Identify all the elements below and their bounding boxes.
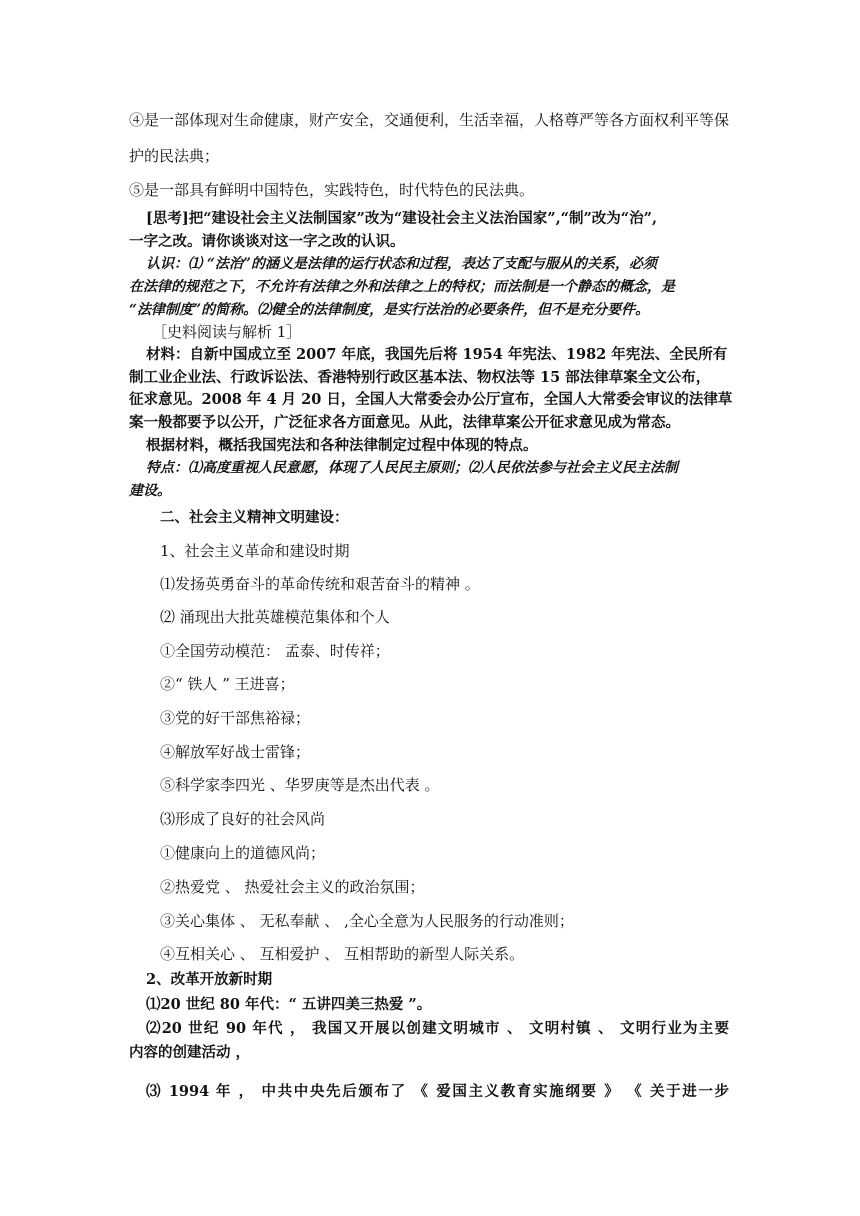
subsection-title: 1、社会主义革命和建设时期 — [160, 542, 350, 560]
list-item: ④解放军好战士雷锋； — [160, 743, 311, 761]
subsection-title: 2、改革开放新时期 — [146, 971, 273, 988]
answer-text: “法律制度”的简称。⑵健全的法律制度，是实行法治的必要条件，但不是充分要件。 — [129, 302, 650, 318]
text-line: 护的民法典； — [129, 147, 220, 165]
text-line: ⑵ 涌现出大批英雄模范集体和个人 — [160, 608, 390, 626]
think-question: 一字之改。请你谈谈对这一字之改的认识。 — [129, 233, 405, 250]
list-item: ②“ 铁人 ” 王进喜； — [160, 675, 295, 693]
section-title: 二、社会主义精神文明建设： — [160, 509, 349, 526]
list-item: ①全国劳动模范： 孟泰、时传祥； — [160, 642, 390, 660]
material-text: 材料：自新中国成立至 2007 年底，我国先后将 1954 年宪法、1982 年宪法、全民所有 — [146, 346, 728, 363]
text-line: ④是一部体现对生命健康，财产安全，交通便利，生活幸福，人格尊严等各方面权利平等保 — [129, 111, 730, 129]
material-text: 案一般都要予以公开，广泛征求各方面意见。从此，法律草案公开征求意见成为常态。 — [129, 414, 680, 431]
list-item: ③党的好干部焦裕禄； — [160, 709, 311, 727]
list-item: ④互相关心 、 互相爱护 、 互相帮助的新型人际关系。 — [160, 945, 525, 963]
list-item: ①健康向上的道德风尚； — [160, 844, 326, 862]
answer-text: 认识：⑴ “法治”的涵义是法律的运行状态和过程，表达了支配与服从的关系，必须 — [146, 256, 657, 272]
text-line: ⑶形成了良好的社会风尚 — [160, 810, 326, 828]
answer-text: 建设。 — [129, 483, 171, 499]
section-heading: ［史料阅读与解析 1］ — [152, 323, 302, 341]
think-question: [思考]把“建设社会主义法制国家”改为“建设社会主义法治国家”,“制”改为“治”, — [146, 210, 658, 227]
text-line: ⑤是一部具有鲜明中国特色，实践特色，时代特色的民法典。 — [129, 181, 535, 199]
text-line: 内容的创建活动 ， — [129, 1044, 251, 1061]
list-item: ②热爱党 、 热爱社会主义的政治氛围； — [160, 878, 425, 896]
list-item: ⑤科学家李四光 、华罗庚等是杰出代表 。 — [160, 776, 440, 794]
material-text: 制工业企业法、行政诉讼法、香港特别行政区基本法、物权法等 15 部法律草案全文公布， — [129, 369, 711, 386]
text-line: ⑶ 1994 年 ， 中共中央先后颁布了 《 爱国主义教育实施纲要 》 《 关于进一步 — [146, 1083, 729, 1100]
list-item: ③关心集体 、 无私奉献 、 ,全心全意为人民服务的行动准则； — [160, 912, 574, 930]
text-line: ⑴20 世纪 80 年代：“ 五讲四美三热爱 ”。 — [146, 996, 432, 1013]
text-line: ⑵20 世纪 90 年代 ， 我国又开展以创建文明城市 、 文明村镇 、 文明行业为主要 — [146, 1020, 729, 1037]
text-line: ⑴发扬英勇奋斗的革命传统和艰苦奋斗的精神 。 — [160, 575, 480, 593]
answer-text: 在法律的规范之下，不允许有法律之外和法律之上的特权；而法制是一个静态的概念，是 — [129, 279, 675, 295]
answer-text: 特点：⑴高度重视人民意愿，体现了人民民主原则；⑵人民依法参与社会主义民主法制 — [146, 460, 678, 476]
material-text: 征求意见。2008 年 4 月 20 日，全国人大常委会办公厅宣布，全国人大常委会审议的法律草 — [129, 391, 733, 408]
question-text: 根据材料，概括我国宪法和各种法律制定过程中体现的特点。 — [146, 437, 538, 454]
